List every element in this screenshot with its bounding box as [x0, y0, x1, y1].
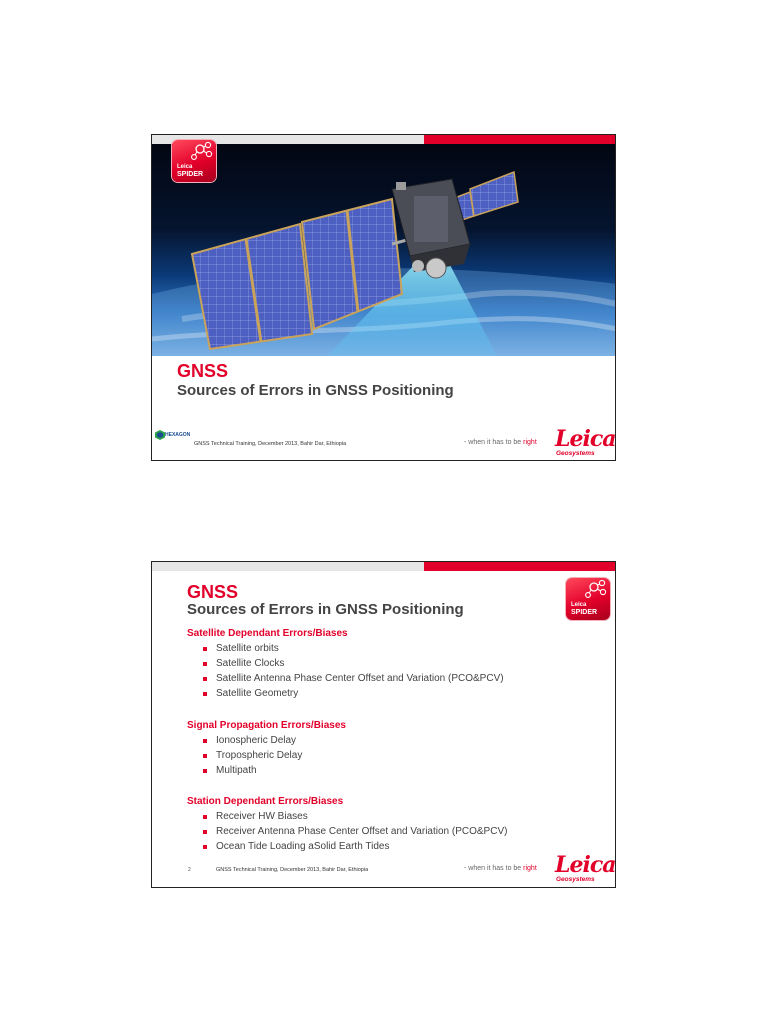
section-heading-station: Station Dependant Errors/Biases	[187, 796, 344, 807]
tagline	[464, 865, 537, 872]
leica-logo-icon: Leica	[555, 426, 616, 452]
hexagon-logo-icon	[155, 429, 191, 443]
bullet-icon	[203, 662, 207, 666]
list-item: Satellite Antenna Phase Center Offset and Variation (PCO&PCV)	[216, 673, 504, 684]
list-item: Receiver Antenna Phase Center Offset and Variation (PCO&PCV)	[216, 826, 508, 837]
spider-nodes-icon	[172, 140, 216, 166]
leica-logo-icon: Leica	[555, 852, 616, 878]
bullet-icon	[203, 739, 207, 743]
page-number: 2	[188, 867, 191, 873]
tagline-prefix: - when it has to be	[464, 865, 524, 872]
footer-text: GNSS Technical Training, December 2013, Bahir Dar, Ethiopia	[216, 867, 369, 873]
hexagon-label: HEXAGON	[165, 432, 191, 438]
top-accent-bar	[152, 562, 615, 571]
slide-subtitle: Sources of Errors in GNSS Positioning	[177, 382, 454, 399]
bullet-icon	[203, 677, 207, 681]
bullet-icon	[203, 769, 207, 773]
leica-spider-icon	[172, 140, 216, 182]
bullet-icon	[203, 845, 207, 849]
badge-leica: Leica	[177, 164, 193, 170]
top-bar-grey	[152, 562, 424, 571]
geosystems-label: Geosystems	[556, 450, 595, 457]
footer-text: GNSS Technical Training, December 2013, Bahir Dar, Ethiopia	[194, 441, 347, 447]
list-item: Multipath	[216, 765, 257, 776]
tagline-highlight: right	[523, 865, 537, 872]
list-item: Ocean Tide Loading aSolid Earth Tides	[216, 841, 390, 852]
tagline-prefix: - when it has to be	[464, 439, 524, 446]
bullet-icon	[203, 830, 207, 834]
leica-spider-icon	[566, 578, 610, 620]
list-item: Tropospheric Delay	[216, 750, 303, 761]
tagline	[464, 439, 537, 446]
bullet-icon	[203, 647, 207, 651]
top-bar-red	[424, 135, 615, 144]
satellite-hero-image	[152, 144, 615, 356]
list-item: Receiver HW Biases	[216, 811, 308, 822]
badge-spider: SPIDER	[177, 171, 204, 178]
slide-1	[151, 134, 616, 461]
list-item: Ionospheric Delay	[216, 735, 297, 746]
slide-subtitle: Sources of Errors in GNSS Positioning	[187, 601, 464, 618]
bullet-icon	[203, 815, 207, 819]
spider-nodes-icon	[566, 578, 610, 604]
bullet-icon	[203, 692, 207, 696]
slide-title: GNSS	[187, 582, 239, 602]
list-item: Satellite Geometry	[216, 688, 299, 699]
slide-2	[151, 561, 616, 888]
section-heading-satellite: Satellite Dependant Errors/Biases	[187, 628, 348, 639]
top-accent-bar	[152, 135, 615, 144]
slide-title: GNSS	[177, 361, 229, 381]
top-bar-red	[424, 562, 615, 571]
satellite-illustration	[152, 144, 615, 356]
badge-leica: Leica	[571, 602, 587, 608]
tagline-highlight: right	[523, 439, 537, 446]
list-item: Satellite Clocks	[216, 658, 285, 669]
hexagon-mark-icon	[155, 430, 165, 440]
list-item: Satellite orbits	[216, 643, 279, 654]
badge-spider: SPIDER	[571, 609, 598, 616]
section-heading-signal: Signal Propagation Errors/Biases	[187, 720, 346, 731]
geosystems-label: Geosystems	[556, 876, 595, 883]
bullet-icon	[203, 754, 207, 758]
